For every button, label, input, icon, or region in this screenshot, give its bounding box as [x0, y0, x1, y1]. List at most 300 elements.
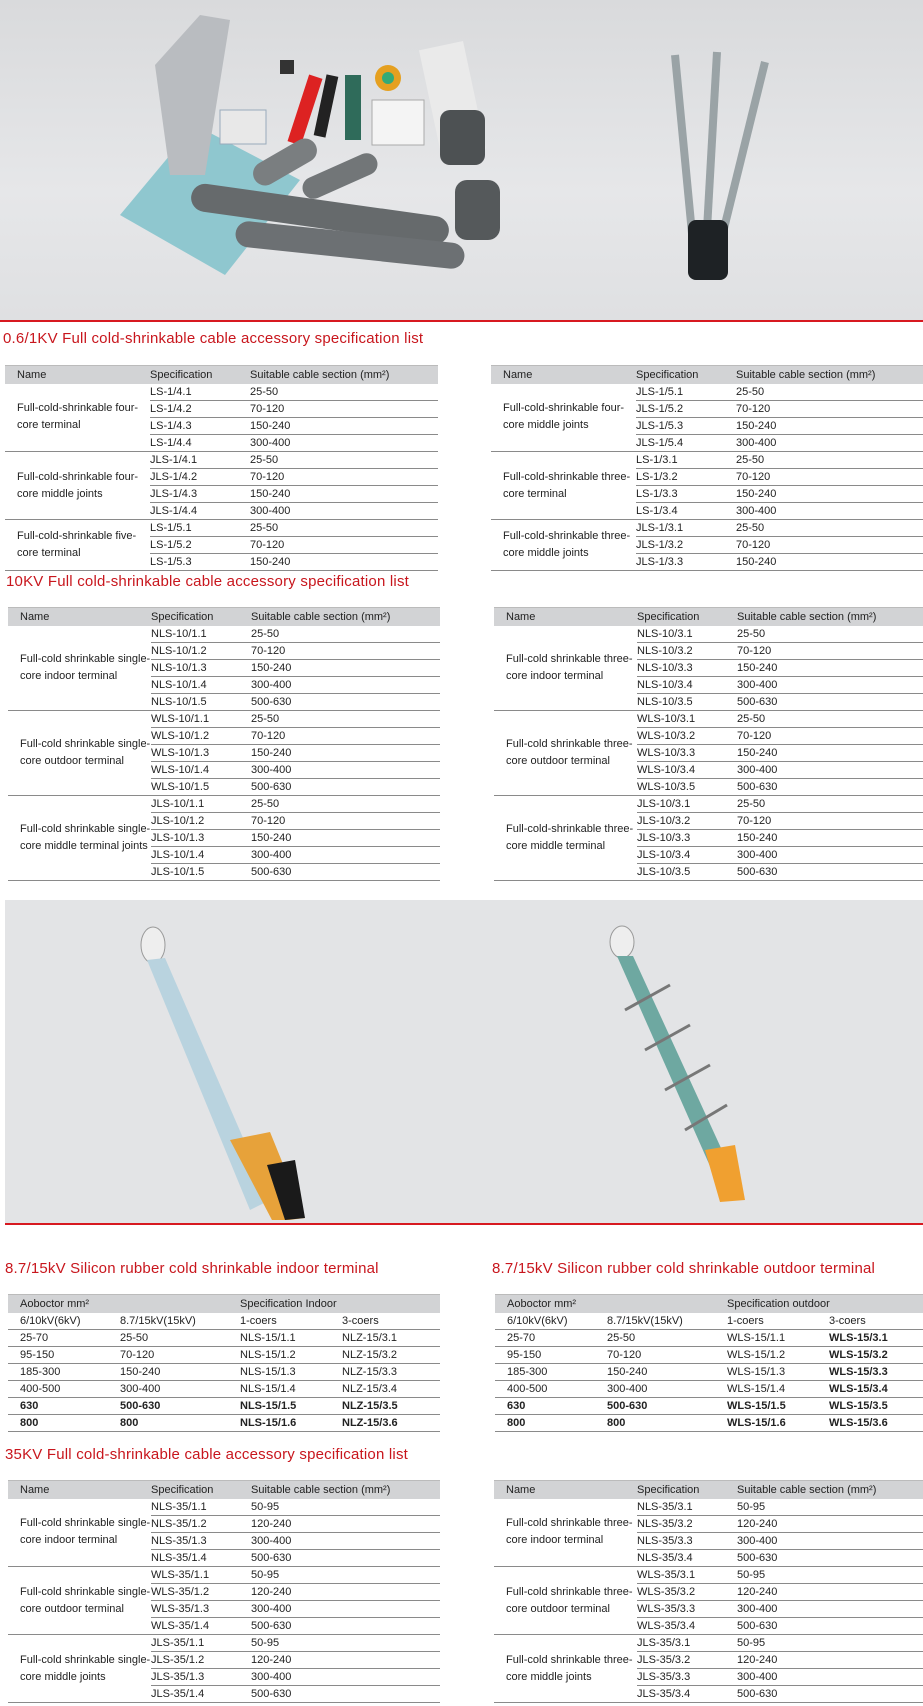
cable-section: 70-120	[737, 643, 923, 660]
name-header: Name	[5, 366, 150, 384]
spec-code: LS-1/3.1	[636, 452, 736, 469]
section-header: Suitable cable section (mm²)	[251, 1481, 440, 1499]
spec-code: LS-1/4.2	[150, 401, 250, 418]
cable-section: 300-400	[251, 1669, 440, 1686]
name-header: Name	[494, 608, 637, 626]
spec-code: NLS-35/3.2	[637, 1516, 737, 1533]
sub-header-cell: 8.7/15kV(15kV)	[108, 1313, 228, 1330]
product-name: Full-cold shrinkable three-core indoor terminal	[494, 626, 637, 711]
table-cell: 95-150	[495, 1347, 595, 1364]
spec-code: WLS-10/1.5	[151, 779, 251, 796]
specification-header: Specification Indoor	[228, 1295, 440, 1313]
cable-section: 300-400	[737, 1533, 923, 1550]
cable-section: 50-95	[251, 1635, 440, 1652]
cable-section: 300-400	[251, 847, 440, 864]
table-header-row	[8, 1481, 440, 1499]
table-cell: 400-500	[8, 1381, 108, 1398]
table-row	[491, 384, 923, 401]
cable-section: 500-630	[737, 779, 923, 796]
cable-section: 120-240	[251, 1584, 440, 1601]
table-cell: WLS-15/1.3	[715, 1364, 817, 1381]
sub-header-cell: 3-coers	[330, 1313, 440, 1330]
spec-code: WLS-35/1.3	[151, 1601, 251, 1618]
table-cell: 185-300	[8, 1364, 108, 1381]
section-header: Suitable cable section (mm²)	[737, 1481, 923, 1499]
spec-code: NLS-10/1.5	[151, 694, 251, 711]
spec-code: LS-1/5.2	[150, 537, 250, 554]
cable-section: 25-50	[736, 452, 923, 469]
cable-section: 150-240	[736, 554, 923, 571]
table-cell: NLZ-15/3.6	[330, 1415, 440, 1432]
cable-section: 25-50	[251, 796, 440, 813]
table-header-row	[8, 1295, 440, 1313]
table-cell: NLS-15/1.5	[228, 1398, 330, 1415]
spec-code: WLS-10/1.2	[151, 728, 251, 745]
table-row	[491, 452, 923, 469]
table-header-row	[8, 608, 440, 626]
table-cell: WLS-15/3.4	[817, 1381, 923, 1398]
spec-table-15kv-indoor	[8, 1294, 440, 1432]
spec-code: JLS-10/3.2	[637, 813, 737, 830]
spec-code: NLS-10/1.1	[151, 626, 251, 643]
cable-section: 300-400	[736, 503, 923, 520]
spec-code: NLS-10/3.1	[637, 626, 737, 643]
cable-section: 25-50	[250, 384, 438, 401]
spec-code: JLS-35/1.2	[151, 1652, 251, 1669]
product-name: Full-cold shrinkable three-core outdoor terminal	[494, 1567, 637, 1635]
spec-code: JLS-10/3.4	[637, 847, 737, 864]
table-row	[495, 1364, 923, 1381]
section-header: Suitable cable section (mm²)	[737, 608, 923, 626]
table-row	[8, 1330, 440, 1347]
spec-code: JLS-1/5.4	[636, 435, 736, 452]
spec-code: WLS-10/3.3	[637, 745, 737, 762]
table-cell: 630	[8, 1398, 108, 1415]
sub-header-cell: 6/10kV(6kV)	[495, 1313, 595, 1330]
cable-section: 25-50	[737, 626, 923, 643]
name-header: Name	[494, 1481, 637, 1499]
sub-header-row	[495, 1313, 923, 1330]
sub-header-cell: 1-coers	[228, 1313, 330, 1330]
table-cell: 25-50	[595, 1330, 715, 1347]
spec-code: JLS-10/3.1	[637, 796, 737, 813]
table-row	[8, 1499, 440, 1516]
cable-section: 300-400	[250, 435, 438, 452]
cable-section: 25-50	[251, 626, 440, 643]
table-header-row	[494, 1481, 923, 1499]
conductor-header: Aoboctor mm²	[8, 1295, 228, 1313]
spec-code: JLS-10/1.2	[151, 813, 251, 830]
cable-section: 150-240	[250, 418, 438, 435]
product-name: Full-cold shrinkable single-core middle terminal joints	[8, 796, 151, 881]
table-row	[8, 1635, 440, 1652]
table-row	[5, 452, 438, 469]
spec-code: JLS-10/1.5	[151, 864, 251, 881]
outdoor-terminal-photo	[610, 926, 745, 1202]
cable-section: 300-400	[251, 1601, 440, 1618]
spec-code: LS-1/3.3	[636, 486, 736, 503]
table-cell: WLS-15/3.3	[817, 1364, 923, 1381]
table-cell: 800	[8, 1415, 108, 1432]
specification-header: Specification outdoor	[715, 1295, 923, 1313]
cable-section: 50-95	[251, 1567, 440, 1584]
table-cell: WLS-15/3.1	[817, 1330, 923, 1347]
spec-code: WLS-10/3.5	[637, 779, 737, 796]
table-cell: WLS-15/3.2	[817, 1347, 923, 1364]
table-cell: WLS-15/3.6	[817, 1415, 923, 1432]
name-header: Name	[8, 1481, 151, 1499]
cable-section: 50-95	[737, 1499, 923, 1516]
cable-section: 500-630	[251, 694, 440, 711]
cable-section: 70-120	[736, 537, 923, 554]
table-cell: WLS-15/1.1	[715, 1330, 817, 1347]
table-cell: WLS-15/1.6	[715, 1415, 817, 1432]
product-name: Full-cold-shrinkable four-core middle joints	[5, 452, 150, 520]
product-photo-middle	[5, 900, 923, 1225]
table-cell: 800	[108, 1415, 228, 1432]
name-header: Name	[8, 608, 151, 626]
spec-header: Specification	[151, 608, 251, 626]
spec-code: LS-1/4.4	[150, 435, 250, 452]
product-name: Full-cold-shrinkable four-core middle joints	[491, 384, 636, 452]
spec-code: WLS-10/3.4	[637, 762, 737, 779]
table-cell: NLS-15/1.2	[228, 1347, 330, 1364]
table-header-row	[5, 366, 438, 384]
spec-header: Specification	[150, 366, 250, 384]
cable-section: 300-400	[737, 762, 923, 779]
table-cell: 150-240	[595, 1364, 715, 1381]
table-cell: NLS-15/1.6	[228, 1415, 330, 1432]
cable-section: 300-400	[737, 1669, 923, 1686]
cable-section: 50-95	[737, 1635, 923, 1652]
cable-section: 500-630	[737, 1686, 923, 1703]
table-cell: NLS-15/1.1	[228, 1330, 330, 1347]
spec-code: WLS-35/1.2	[151, 1584, 251, 1601]
table-cell: 70-120	[108, 1347, 228, 1364]
product-name: Full-cold shrinkable single-core middle joints	[8, 1635, 151, 1703]
cable-section: 300-400	[250, 503, 438, 520]
cable-section: 120-240	[251, 1652, 440, 1669]
spec-code: NLS-10/3.5	[637, 694, 737, 711]
table-cell: 25-50	[108, 1330, 228, 1347]
table-cell: 185-300	[495, 1364, 595, 1381]
spec-code: WLS-10/3.1	[637, 711, 737, 728]
spec-code: JLS-10/1.3	[151, 830, 251, 847]
table-cell: WLS-15/1.4	[715, 1381, 817, 1398]
spec-code: JLS-1/3.1	[636, 520, 736, 537]
table-row	[8, 711, 440, 728]
table-cell: 500-630	[108, 1398, 228, 1415]
cable-section: 500-630	[251, 1686, 440, 1703]
cable-section: 70-120	[736, 401, 923, 418]
cable-section: 500-630	[251, 1618, 440, 1635]
spec-code: WLS-10/1.1	[151, 711, 251, 728]
cable-section: 150-240	[251, 745, 440, 762]
table-row	[494, 1635, 923, 1652]
cable-section: 300-400	[737, 1601, 923, 1618]
spec-code: JLS-1/5.3	[636, 418, 736, 435]
cable-section: 150-240	[737, 830, 923, 847]
spec-header: Specification	[637, 1481, 737, 1499]
cable-section: 120-240	[737, 1516, 923, 1533]
cable-section: 300-400	[251, 677, 440, 694]
spec-code: WLS-10/1.3	[151, 745, 251, 762]
table-cell: 25-70	[8, 1330, 108, 1347]
three-core-terminal-shape	[675, 52, 765, 280]
cable-section: 500-630	[737, 694, 923, 711]
product-name: Full-cold shrinkable single-core outdoor terminal	[8, 711, 151, 796]
table-cell: WLS-15/1.5	[715, 1398, 817, 1415]
table-cell: 630	[495, 1398, 595, 1415]
table-row	[8, 626, 440, 643]
sub-header-cell: 8.7/15kV(15kV)	[595, 1313, 715, 1330]
cable-section: 50-95	[737, 1567, 923, 1584]
table-cell: NLS-15/1.4	[228, 1381, 330, 1398]
product-name: Full-cold shrinkable three-core indoor terminal	[494, 1499, 637, 1567]
table-row	[5, 520, 438, 537]
cable-section: 150-240	[250, 554, 438, 571]
cable-section: 70-120	[737, 728, 923, 745]
spec-table-1kv-right	[491, 365, 923, 571]
product-name: Full-cold shrinkable single-core indoor terminal	[8, 626, 151, 711]
cable-section: 150-240	[250, 486, 438, 503]
product-name: Full-cold-shrinkable four-core terminal	[5, 384, 150, 452]
table-cell: WLS-15/1.2	[715, 1347, 817, 1364]
section-title-1kv: 0.6/1KV Full cold-shrinkable cable accessory specification list	[3, 330, 424, 347]
spec-code: NLS-35/3.1	[637, 1499, 737, 1516]
section-header: Suitable cable section (mm²)	[251, 608, 440, 626]
section-title-10kv: 10KV Full cold-shrinkable cable accessory specification list	[6, 573, 410, 590]
sub-header-row	[8, 1313, 440, 1330]
spec-code: JLS-1/4.3	[150, 486, 250, 503]
section-title-15kv-outdoor: 8.7/15kV Silicon rubber cold shrinkable outdoor terminal	[492, 1260, 876, 1277]
spec-code: JLS-1/4.2	[150, 469, 250, 486]
table-row	[491, 520, 923, 537]
table-row	[8, 1398, 440, 1415]
cable-section: 150-240	[736, 418, 923, 435]
table-header-row	[491, 366, 923, 384]
table-row	[495, 1347, 923, 1364]
table-cell: 800	[495, 1415, 595, 1432]
spec-code: NLS-10/1.3	[151, 660, 251, 677]
cable-section: 500-630	[251, 864, 440, 881]
spec-code: JLS-10/1.1	[151, 796, 251, 813]
cable-section: 300-400	[251, 1533, 440, 1550]
cable-section: 120-240	[251, 1516, 440, 1533]
table-cell: 25-70	[495, 1330, 595, 1347]
sealant-pack-shape	[372, 100, 424, 145]
product-name: Full-cold shrinkable single-core outdoor terminal	[8, 1567, 151, 1635]
section-header: Suitable cable section (mm²)	[250, 366, 438, 384]
spec-code: WLS-35/3.3	[637, 1601, 737, 1618]
table-row	[494, 1567, 923, 1584]
cable-section: 500-630	[737, 1618, 923, 1635]
sub-header-cell: 3-coers	[817, 1313, 923, 1330]
table-row	[8, 796, 440, 813]
spec-code: JLS-1/3.3	[636, 554, 736, 571]
table-cell: NLZ-15/3.2	[330, 1347, 440, 1364]
table-cell: 95-150	[8, 1347, 108, 1364]
product-name: Full-cold shrinkable three-core middle joints	[494, 1635, 637, 1703]
spec-code: WLS-35/3.1	[637, 1567, 737, 1584]
table-row	[8, 1381, 440, 1398]
table-row	[494, 711, 923, 728]
cable-section: 120-240	[737, 1584, 923, 1601]
spec-code: JLS-1/5.2	[636, 401, 736, 418]
indoor-terminal-photo	[141, 927, 305, 1220]
spec-code: WLS-35/3.2	[637, 1584, 737, 1601]
product-name: Full-cold-shrinkable five-core terminal	[5, 520, 150, 571]
section-title-15kv-indoor: 8.7/15kV Silicon rubber cold shrinkable indoor terminal	[5, 1260, 379, 1277]
table-cell: 300-400	[595, 1381, 715, 1398]
spec-code: NLS-35/1.1	[151, 1499, 251, 1516]
table-row	[494, 1499, 923, 1516]
table-row	[8, 1364, 440, 1381]
spec-code: NLS-10/3.4	[637, 677, 737, 694]
cable-section: 150-240	[251, 830, 440, 847]
label-card-shape	[220, 110, 266, 144]
conductor-header: Aoboctor mm²	[495, 1295, 715, 1313]
cable-section: 25-50	[737, 711, 923, 728]
green-strip-shape	[345, 75, 361, 140]
spec-code: LS-1/5.1	[150, 520, 250, 537]
table-cell: NLS-15/1.3	[228, 1364, 330, 1381]
product-name: Full-cold shrinkable three-core outdoor terminal	[494, 711, 637, 796]
table-row	[8, 1415, 440, 1432]
cable-section: 25-50	[736, 384, 923, 401]
cable-section: 70-120	[251, 813, 440, 830]
spec-code: LS-1/3.2	[636, 469, 736, 486]
spec-header: Specification	[637, 608, 737, 626]
table-row	[495, 1415, 923, 1432]
breakout-boot-shape	[440, 110, 485, 165]
product-name: Full-cold-shrinkable three-core middle terminal	[494, 796, 637, 881]
cable-section: 25-50	[250, 452, 438, 469]
cable-section: 25-50	[736, 520, 923, 537]
product-photo-top	[0, 0, 923, 322]
spec-code: JLS-1/3.2	[636, 537, 736, 554]
cable-section: 70-120	[737, 813, 923, 830]
cable-section: 150-240	[737, 660, 923, 677]
cable-section: 50-95	[251, 1499, 440, 1516]
cable-section: 25-50	[251, 711, 440, 728]
spec-code: JLS-35/3.4	[637, 1686, 737, 1703]
table-cell: NLZ-15/3.4	[330, 1381, 440, 1398]
spec-code: WLS-35/1.4	[151, 1618, 251, 1635]
spec-code: WLS-35/1.1	[151, 1567, 251, 1584]
cable-section: 300-400	[736, 435, 923, 452]
spec-code: JLS-1/5.1	[636, 384, 736, 401]
cable-section: 500-630	[737, 1550, 923, 1567]
table-cell: 800	[595, 1415, 715, 1432]
spec-code: NLS-35/1.2	[151, 1516, 251, 1533]
table-cell: 500-630	[595, 1398, 715, 1415]
cable-section: 70-120	[251, 643, 440, 660]
section-title-35kv: 35KV Full cold-shrinkable cable accessory specification list	[5, 1446, 409, 1463]
cable-section: 500-630	[251, 1550, 440, 1567]
table-row	[494, 796, 923, 813]
spec-code: WLS-35/3.4	[637, 1618, 737, 1635]
product-name: Full-cold shrinkable single-core indoor terminal	[8, 1499, 151, 1567]
spec-table-10kv-left	[8, 607, 440, 881]
cable-section: 70-120	[736, 469, 923, 486]
spec-code: JLS-10/1.4	[151, 847, 251, 864]
spec-code: NLS-35/1.4	[151, 1550, 251, 1567]
spec-code: LS-1/3.4	[636, 503, 736, 520]
table-row	[8, 1567, 440, 1584]
table-row	[494, 626, 923, 643]
cable-section: 70-120	[250, 537, 438, 554]
spec-code: NLS-10/1.2	[151, 643, 251, 660]
spec-code: NLS-35/3.3	[637, 1533, 737, 1550]
cable-accessory-kit-photo	[0, 0, 923, 320]
table-cell: NLZ-15/3.5	[330, 1398, 440, 1415]
cable-section: 70-120	[250, 469, 438, 486]
tape-roll-shape	[280, 60, 294, 74]
spec-code: JLS-35/3.2	[637, 1652, 737, 1669]
spec-code: JLS-35/1.3	[151, 1669, 251, 1686]
table-cell: 70-120	[595, 1347, 715, 1364]
spec-code: LS-1/4.1	[150, 384, 250, 401]
spec-code: NLS-35/1.3	[151, 1533, 251, 1550]
table-cell: 150-240	[108, 1364, 228, 1381]
spec-code: NLS-10/3.3	[637, 660, 737, 677]
cable-section: 300-400	[251, 762, 440, 779]
table-row	[495, 1381, 923, 1398]
product-name: Full-cold-shrinkable three-core middle joints	[491, 520, 636, 571]
table-row	[495, 1398, 923, 1415]
cable-section: 150-240	[736, 486, 923, 503]
cable-section: 25-50	[250, 520, 438, 537]
spec-table-15kv-outdoor	[495, 1294, 923, 1432]
table-cell: 300-400	[108, 1381, 228, 1398]
spec-header: Specification	[151, 1481, 251, 1499]
cable-section: 500-630	[251, 779, 440, 796]
spec-code: JLS-1/4.4	[150, 503, 250, 520]
spec-code: LS-1/5.3	[150, 554, 250, 571]
spec-table-35kv-right	[494, 1480, 923, 1703]
cable-section: 70-120	[250, 401, 438, 418]
spec-code: JLS-10/3.3	[637, 830, 737, 847]
spec-code: JLS-35/1.4	[151, 1686, 251, 1703]
table-header-row	[495, 1295, 923, 1313]
section-header: Suitable cable section (mm²)	[736, 366, 923, 384]
spec-code: WLS-10/1.4	[151, 762, 251, 779]
cable-section: 25-50	[737, 796, 923, 813]
cable-section: 150-240	[737, 745, 923, 762]
table-cell: WLS-15/3.5	[817, 1398, 923, 1415]
spec-code: LS-1/4.3	[150, 418, 250, 435]
spec-code: JLS-35/1.1	[151, 1635, 251, 1652]
name-header: Name	[491, 366, 636, 384]
table-row	[495, 1330, 923, 1347]
cable-section: 300-400	[737, 847, 923, 864]
spec-code: JLS-35/3.3	[637, 1669, 737, 1686]
cable-section: 120-240	[737, 1652, 923, 1669]
spec-header: Specification	[636, 366, 736, 384]
cable-section: 150-240	[251, 660, 440, 677]
product-name: Full-cold-shrinkable three-core terminal	[491, 452, 636, 520]
spec-code: JLS-10/3.5	[637, 864, 737, 881]
table-cell: 400-500	[495, 1381, 595, 1398]
table-cell: NLZ-15/3.3	[330, 1364, 440, 1381]
spec-table-1kv-left	[5, 365, 438, 571]
sub-header-cell: 1-coers	[715, 1313, 817, 1330]
table-row	[5, 384, 438, 401]
table-cell: NLZ-15/3.1	[330, 1330, 440, 1347]
spec-table-35kv-left	[8, 1480, 440, 1703]
table-header-row	[494, 608, 923, 626]
